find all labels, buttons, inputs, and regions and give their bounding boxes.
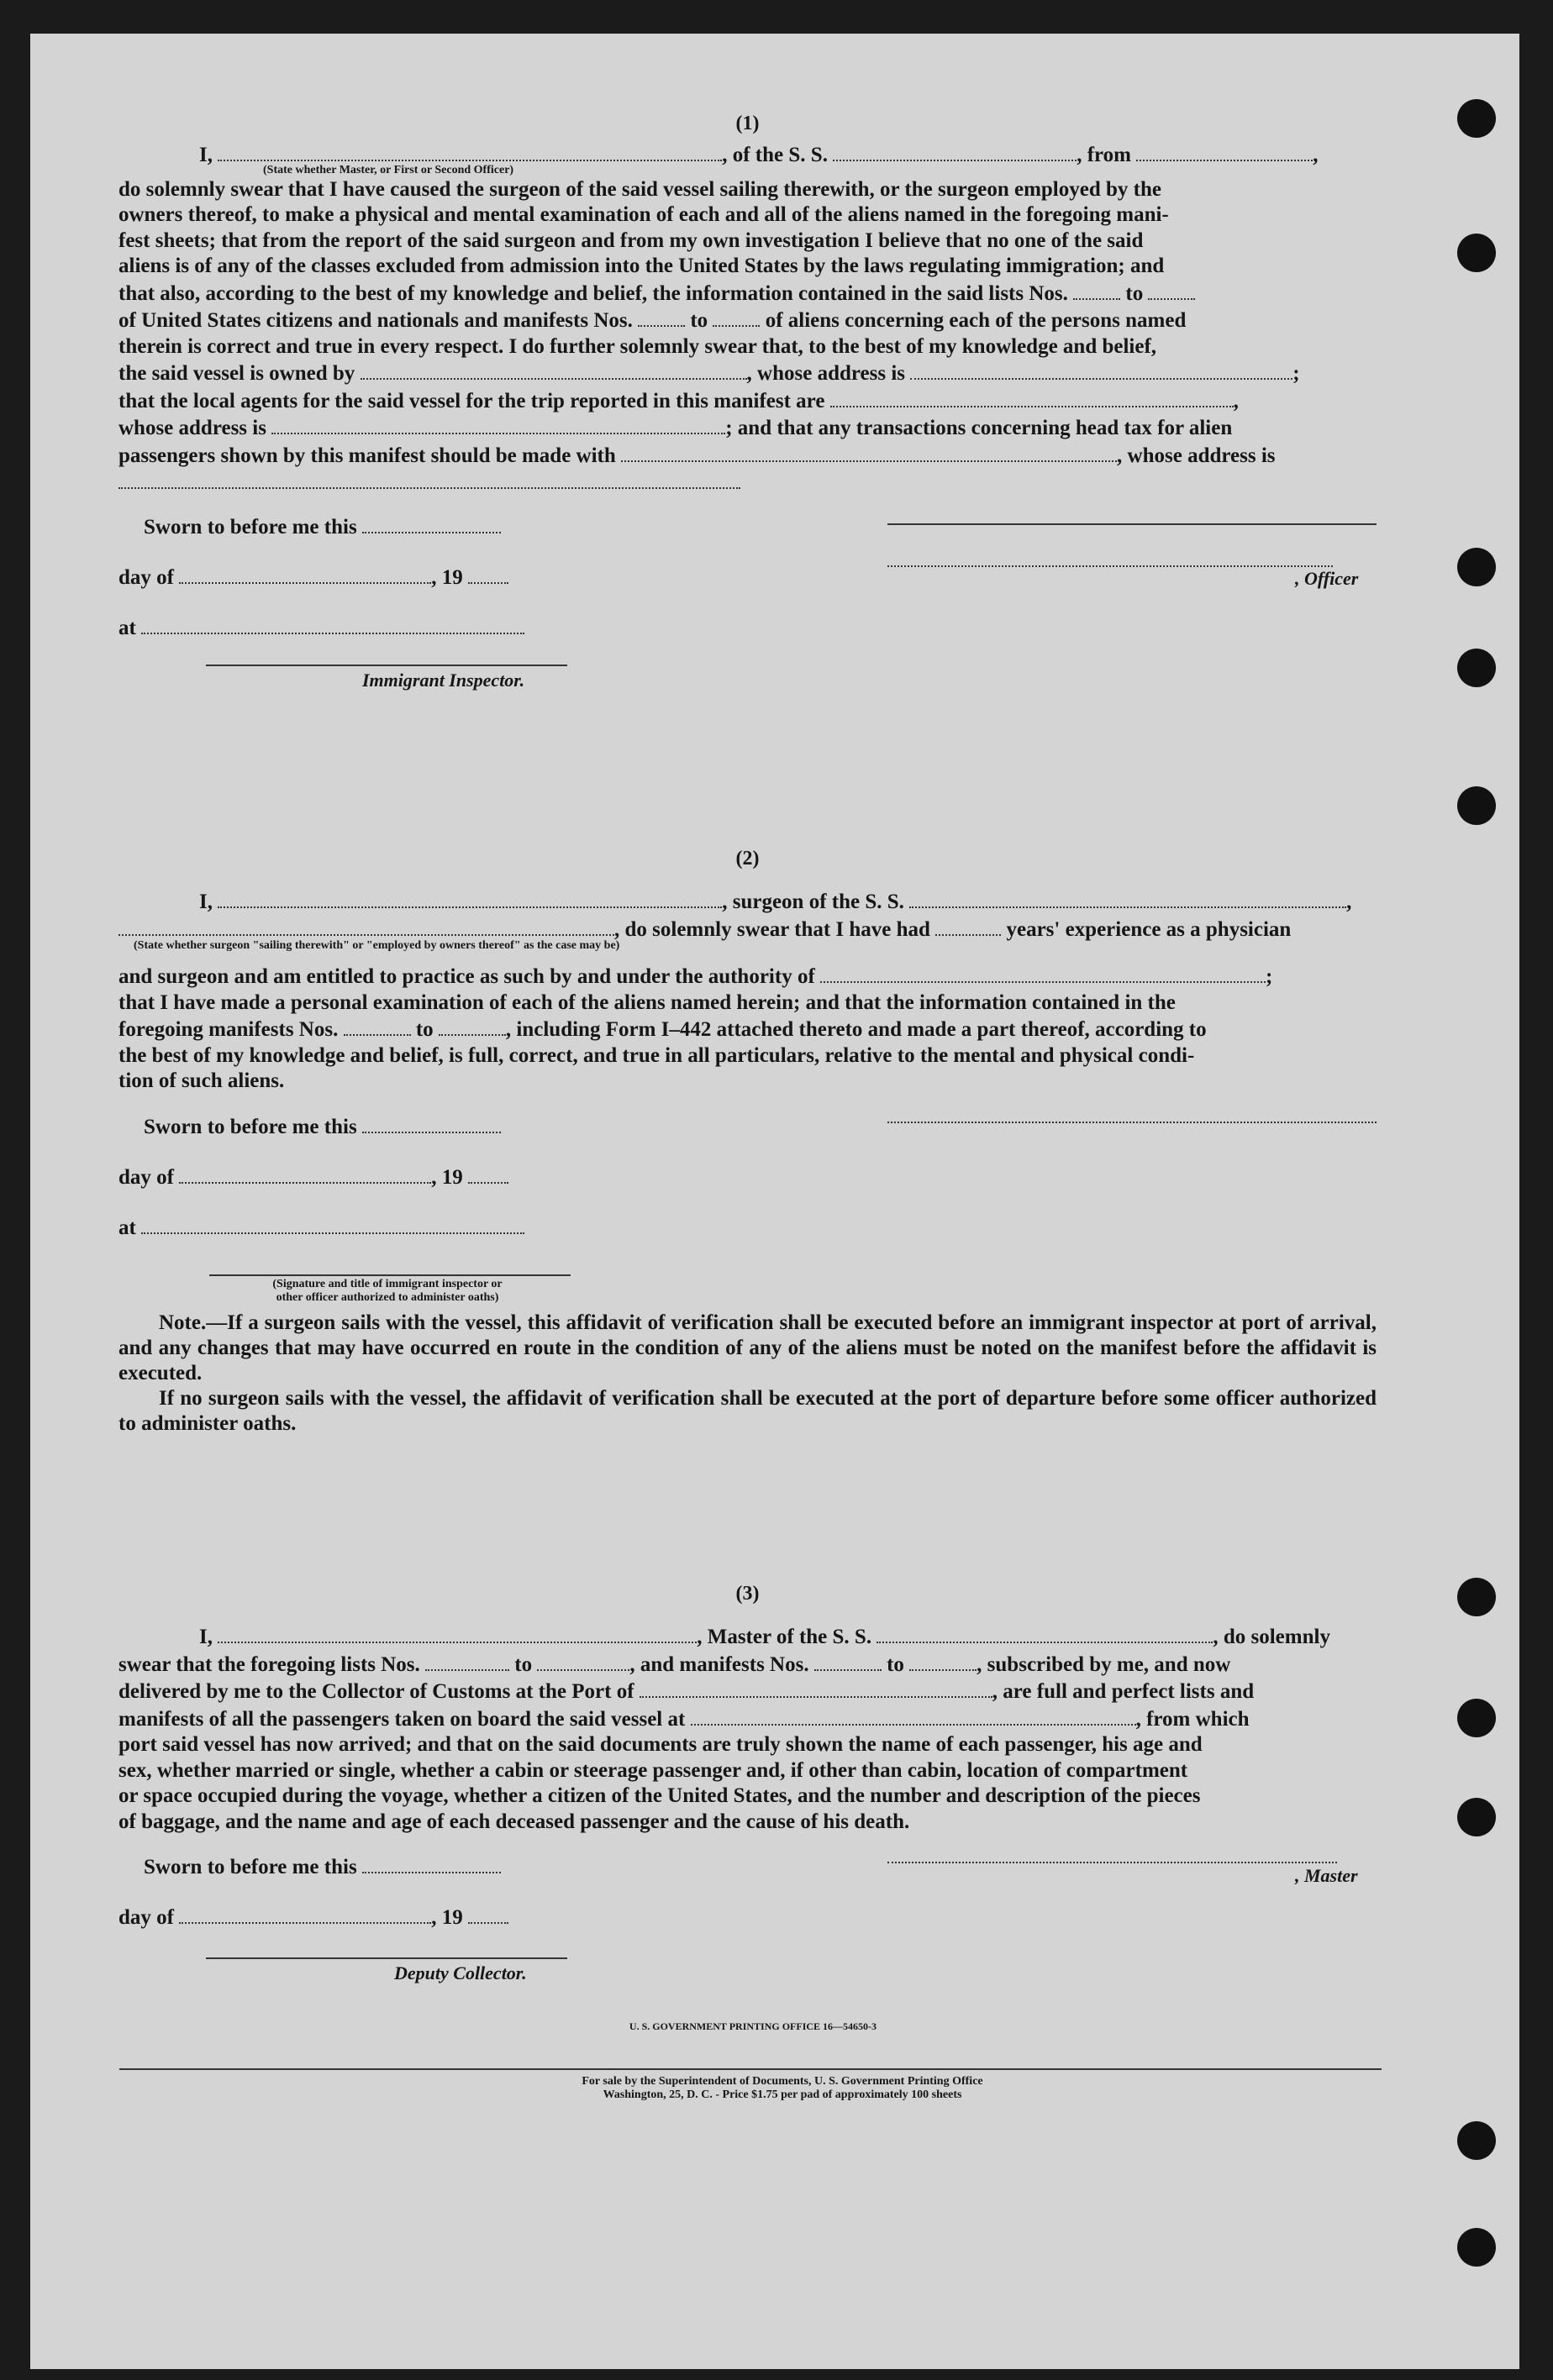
text-line: therein is correct and true in every respect. I do further solemnly swear that, to the best of my knowledge and belief, — [118, 334, 1157, 358]
binder-hole — [1457, 548, 1496, 586]
note-paragraph: Note.—If a surgeon sails with the vessel, this affidavit of verification shall be executed before an immigrant inspector at port of arrival, and any changes that may have occurred en route in the condition of any of the aliens must be noted on the manifest before the affidavit is executed. — [118, 1311, 1377, 1384]
text: , whose address is — [1117, 444, 1276, 467]
at-label: at — [118, 1216, 136, 1239]
place-blank[interactable] — [141, 614, 524, 634]
day-of-label: day of — [118, 565, 174, 589]
text: whose address is — [118, 417, 266, 439]
master-label: , Master — [1295, 1865, 1358, 1886]
master-signature-line[interactable] — [887, 523, 1377, 525]
text-line: or space occupied during the voyage, whether a citizen of the United States, and the number and description of the pieces — [118, 1784, 1201, 1807]
collector-signature-line[interactable] — [206, 1957, 567, 1959]
text: swear that the foregoing lists Nos. — [118, 1652, 420, 1676]
surgeon-signature-line[interactable] — [887, 1122, 1377, 1123]
text: ; — [1266, 965, 1273, 988]
lists-to-blank[interactable] — [1148, 280, 1195, 300]
year-label: , 19 — [431, 1165, 463, 1189]
agents-address-blank[interactable] — [271, 414, 725, 434]
text: , of the S. S. — [722, 144, 828, 166]
sworn-label: Sworn to before me this — [144, 1856, 357, 1878]
text-line: fest sheets; that from the report of the said surgeon and from my own investigation I believe that no one of the said — [118, 229, 1144, 252]
head-tax-party-blank[interactable] — [621, 442, 1117, 462]
text: , surgeon of the S. S. — [722, 891, 904, 913]
vessel-name-blank[interactable] — [909, 888, 1346, 908]
text: , from — [1077, 144, 1131, 166]
binder-hole — [1457, 786, 1496, 825]
jurat-block — [118, 513, 1377, 765]
text-line: aliens is of any of the classes excluded from admission into the United States by the laws regulating immigration; and — [118, 255, 1165, 277]
day-of-label: day of — [118, 1165, 174, 1189]
text: to — [1125, 281, 1144, 305]
manifests-to-blank[interactable] — [713, 307, 760, 327]
vessel-name-blank[interactable] — [833, 141, 1077, 161]
lists-from-blank[interactable] — [1073, 280, 1120, 300]
text: the said vessel is owned by — [118, 362, 355, 385]
binder-hole — [1457, 99, 1496, 138]
text: years' experience as a physician — [1006, 917, 1292, 941]
text-line: the best of my knowledge and belief, is full, correct, and true in all particulars, relative to the mental and physical condi- — [118, 1043, 1195, 1067]
sworn-label: Sworn to before me this — [144, 1115, 357, 1138]
text: to — [415, 1018, 434, 1041]
head-tax-address-blank[interactable] — [118, 469, 740, 489]
month-blank[interactable] — [179, 1904, 431, 1924]
authority-blank[interactable] — [820, 963, 1266, 983]
text-line: that I have made a personal examination of each of the aliens named herein; and that the information contained in the — [118, 990, 1176, 1014]
owner-address-blank[interactable] — [910, 360, 1292, 380]
sale-notice — [333, 2075, 1232, 2102]
text: foregoing manifests Nos. — [118, 1018, 339, 1041]
text: of United States citizens and nationals and manifests Nos. — [118, 309, 633, 332]
binder-hole — [1457, 1578, 1496, 1616]
binder-hole — [1457, 234, 1496, 272]
text: , do solemnly swear that I have had — [614, 917, 930, 941]
officer-rank-blank[interactable] — [218, 141, 722, 161]
text: , whose address is — [746, 362, 906, 385]
binder-hole — [1457, 1699, 1496, 1737]
jurat-block — [118, 1853, 1377, 2038]
port-blank[interactable] — [640, 1678, 992, 1698]
inspector-label: Immigrant Inspector. — [362, 669, 525, 691]
manifests-from-blank[interactable] — [814, 1651, 882, 1671]
binder-hole — [1457, 649, 1496, 687]
text: ; and that any transactions concerning head tax for alien — [725, 417, 1233, 439]
caption-line: other officer authorized to administer oaths) — [276, 1290, 499, 1304]
affidavit-text — [118, 141, 1377, 496]
text: , from which — [1135, 1707, 1250, 1731]
manifests-to-blank[interactable] — [439, 1016, 506, 1036]
surgeon-caption: (State whether surgeon "sailing therewith" or "employed by owners thereof" as the case may be) — [134, 939, 620, 952]
officer-signature-line[interactable] — [887, 565, 1333, 567]
text-line: do solemnly swear that I have caused the surgeon of the said vessel sailing therewith, or the surgeon employed by the — [118, 177, 1161, 201]
at-label: at — [118, 616, 136, 639]
affidavit-text — [118, 1623, 1377, 1835]
caption-line: (Signature and title of immigrant inspector or — [272, 1277, 503, 1290]
text: and surgeon and am entitled to practice as such by and under the authority of — [118, 965, 815, 988]
footer-rule — [119, 2068, 1382, 2070]
jurat-block — [118, 1113, 1377, 1315]
officer-label: , Officer — [1295, 567, 1359, 589]
text: delivered by me to the Collector of Customs at the Port of — [118, 1680, 634, 1703]
text-line: sex, whether married or single, whether a cabin or steerage passenger and, if other than cabin, location of compartment — [118, 1758, 1188, 1782]
month-blank[interactable] — [179, 1164, 431, 1184]
text: I, — [199, 144, 213, 166]
text: I, — [199, 1626, 213, 1648]
master-name-blank[interactable] — [218, 1623, 697, 1643]
affidavit-master-officer — [118, 109, 1377, 765]
owner-blank[interactable] — [361, 360, 747, 380]
text-line: tion of such aliens. — [118, 1069, 285, 1092]
gpo-imprint: U. S. GOVERNMENT PRINTING OFFICE 16—54650-3 — [629, 2020, 877, 2032]
officer-signature-line[interactable] — [209, 1274, 571, 1276]
text: , do solemnly — [1213, 1626, 1330, 1648]
text: , — [1233, 389, 1239, 412]
affidavit-text — [118, 888, 1377, 1095]
text: , — [1346, 891, 1352, 913]
year-label: , 19 — [431, 1906, 463, 1929]
signature-caption — [203, 1278, 572, 1305]
text: , and manifests Nos. — [629, 1652, 809, 1676]
year-label: , 19 — [431, 565, 463, 589]
note-paragraph: If no surgeon sails with the vessel, the affidavit of verification shall be executed at the port of departure before some officer authorized to administer oaths. — [118, 1386, 1377, 1435]
lists-to-blank[interactable] — [537, 1651, 629, 1671]
port-from-blank[interactable] — [1136, 141, 1313, 161]
day-of-label: day of — [118, 1906, 174, 1929]
text: to — [690, 309, 708, 332]
sworn-date-blank[interactable] — [362, 1853, 501, 1873]
text: , Master of the S. S. — [697, 1626, 872, 1648]
manifest-back-page — [30, 34, 1519, 2369]
binder-hole — [1457, 2228, 1496, 2267]
binder-hole — [1457, 2121, 1496, 2160]
years-experience-blank[interactable] — [935, 916, 1001, 936]
inspector-signature-line[interactable] — [206, 665, 567, 666]
sale-line: Washington, 25, D. C. - Price $1.75 per pad of approximately 100 sheets — [603, 2088, 962, 2101]
text: manifests of all the passengers taken on board the said vessel at — [118, 1707, 686, 1731]
text: to — [514, 1652, 533, 1676]
agents-blank[interactable] — [830, 387, 1234, 407]
text: , subscribed by me, and now — [977, 1652, 1231, 1676]
manifests-to-blank[interactable] — [909, 1651, 977, 1671]
rank-caption: (State whether Master, or First or Second Officer) — [263, 163, 514, 176]
text: that the local agents for the said vessel for the trip reported in this manifest are — [118, 389, 825, 412]
sale-line: For sale by the Superintendent of Documents, U. S. Government Printing Office — [582, 2075, 983, 2088]
vessel-name-blank[interactable] — [877, 1623, 1213, 1643]
year-blank[interactable] — [468, 1164, 508, 1184]
departure-port-blank[interactable] — [691, 1705, 1136, 1726]
text: to — [887, 1652, 904, 1676]
sworn-date-blank[interactable] — [362, 513, 501, 533]
manifests-from-blank[interactable] — [344, 1016, 411, 1036]
master-signature-line[interactable] — [887, 1862, 1337, 1863]
text: passengers shown by this manifest should be made with — [118, 444, 616, 467]
collector-label: Deputy Collector. — [394, 1962, 527, 1983]
binder-hole — [1457, 1798, 1496, 1836]
text: , are full and perfect lists and — [992, 1680, 1255, 1703]
sworn-date-blank[interactable] — [362, 1113, 501, 1133]
lists-from-blank[interactable] — [425, 1651, 509, 1671]
section-number: (1) — [735, 113, 760, 134]
text-line: owners thereof, to make a physical and mental examination of each and all of the aliens named in the foregoing mani- — [118, 203, 1169, 226]
surgeon-status-blank[interactable] — [218, 888, 722, 908]
section-number: (3) — [735, 1583, 760, 1605]
month-blank[interactable] — [179, 564, 431, 584]
section-number: (2) — [735, 848, 760, 870]
affidavit-master — [118, 1579, 1377, 2038]
sworn-label: Sworn to before me this — [144, 515, 357, 539]
year-blank[interactable] — [468, 564, 508, 584]
manifests-from-blank[interactable] — [638, 307, 685, 327]
text: that also, according to the best of my knowledge and belief, the information contained in the said lists Nos. — [118, 281, 1068, 305]
place-blank[interactable] — [141, 1214, 524, 1234]
text: of aliens concerning each of the persons named — [765, 309, 1187, 332]
text-line: port said vessel has now arrived; and that on the said documents are truly shown the name of each passenger, his age and — [118, 1733, 1203, 1756]
text: ; — [1292, 362, 1300, 385]
surgeon-name-blank[interactable] — [118, 916, 614, 936]
affidavit-surgeon — [118, 844, 1377, 1437]
text-line: of baggage, and the name and age of each deceased passenger and the cause of his death. — [118, 1810, 910, 1833]
text: , — [1313, 144, 1319, 166]
text: I, — [199, 891, 213, 913]
text: , including Form I–442 attached thereto and made a part thereof, according to — [505, 1018, 1207, 1041]
surgeon-note — [118, 1311, 1377, 1437]
year-blank[interactable] — [468, 1904, 508, 1924]
